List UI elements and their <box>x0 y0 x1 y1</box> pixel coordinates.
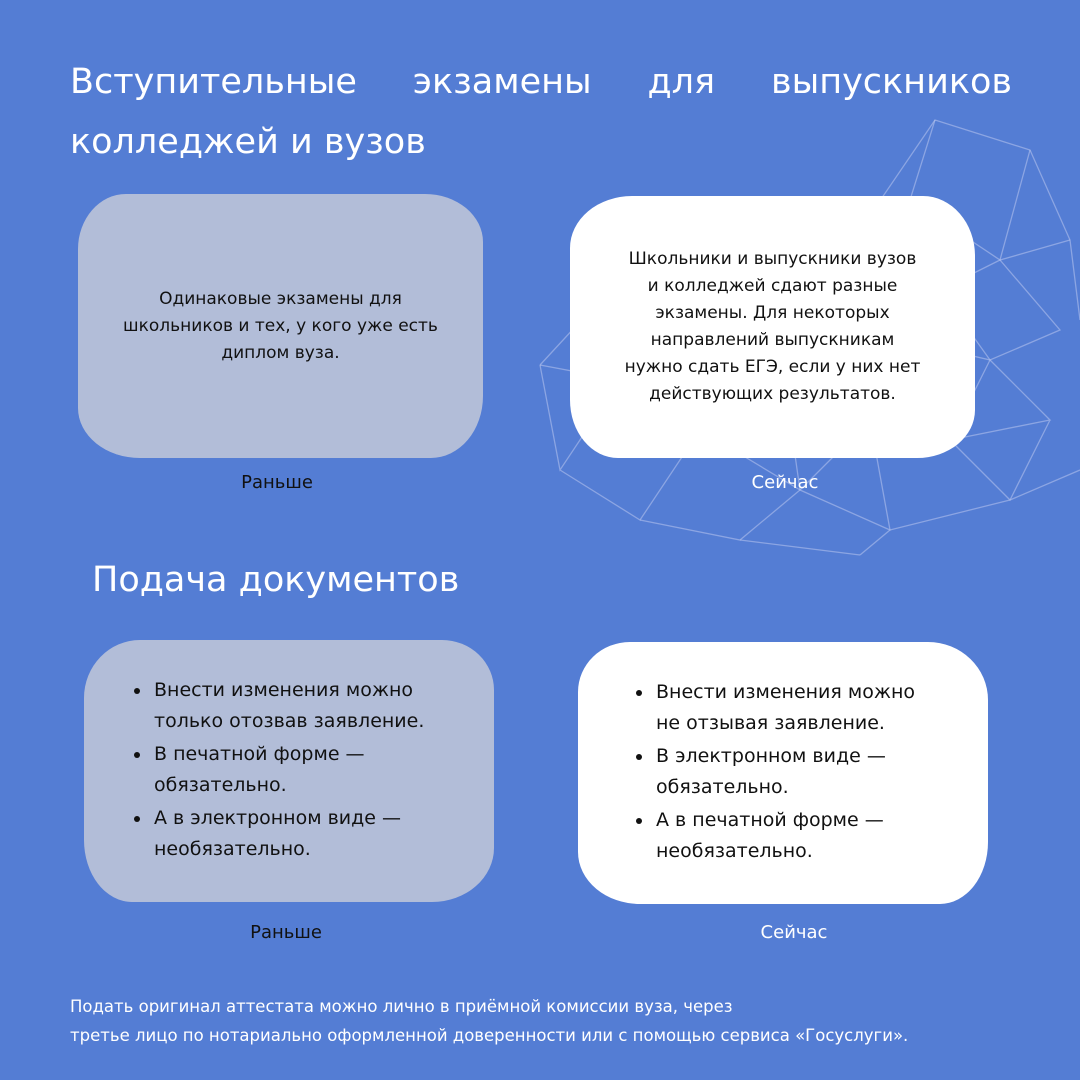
list-item: А в электронном виде — необязательно. <box>132 803 424 865</box>
exams-before-line: диплом вуза. <box>221 342 340 363</box>
list-item: А в печатной форме — необязательно. <box>634 805 915 867</box>
exams-after-card <box>570 196 975 458</box>
exams-title-line2: колледжей и вузов <box>70 122 426 162</box>
documents-after-list <box>634 677 915 869</box>
exams-title <box>70 52 1012 172</box>
exams-before-text <box>97 286 464 367</box>
exams-after-line: нужно сдать ЕГЭ, если у них нет <box>624 357 921 377</box>
list-item: Внести изменения можно не отзывая заявление. <box>634 677 915 739</box>
documents-before-card <box>84 640 494 902</box>
documents-before-list <box>132 675 424 867</box>
documents-title: Подача документов <box>92 560 460 600</box>
exams-after-caption: Сейчас <box>751 472 819 493</box>
exams-before-caption: Раньше <box>241 472 313 493</box>
footer-line1: Подать оригинал аттестата можно лично в приёмной комиссии вуза, через <box>70 997 733 1016</box>
exams-before-line: школьников и тех, у кого уже есть <box>123 315 438 336</box>
footer-line2: третье лицо по нотариально оформленной доверенности или с помощью сервиса «Госуслуги». <box>70 1026 909 1045</box>
list-item: В печатной форме — обязательно. <box>132 739 424 801</box>
documents-after-card <box>578 642 988 904</box>
footer-note <box>70 992 1060 1050</box>
list-item: В электронном виде — обязательно. <box>634 741 915 803</box>
list-item: Внести изменения можно только отозвав заявление. <box>132 675 424 737</box>
exams-before-card <box>78 194 483 458</box>
documents-before-caption: Раньше <box>250 922 322 943</box>
documents-after-caption: Сейчас <box>760 922 828 943</box>
exams-title-line1: Вступительные экзамены для выпускников <box>70 62 1012 102</box>
exams-before-line: Одинаковые экзамены для <box>159 288 402 309</box>
exams-after-line: экзамены. Для некоторых <box>655 303 890 323</box>
exams-after-line: действующих результатов. <box>649 384 896 404</box>
exams-after-text <box>625 246 921 408</box>
exams-after-line: и колледжей сдают разные <box>647 276 898 296</box>
exams-after-line: Школьники и выпускники вузов <box>628 249 917 269</box>
exams-after-line: направлений выпускникам <box>650 330 895 350</box>
